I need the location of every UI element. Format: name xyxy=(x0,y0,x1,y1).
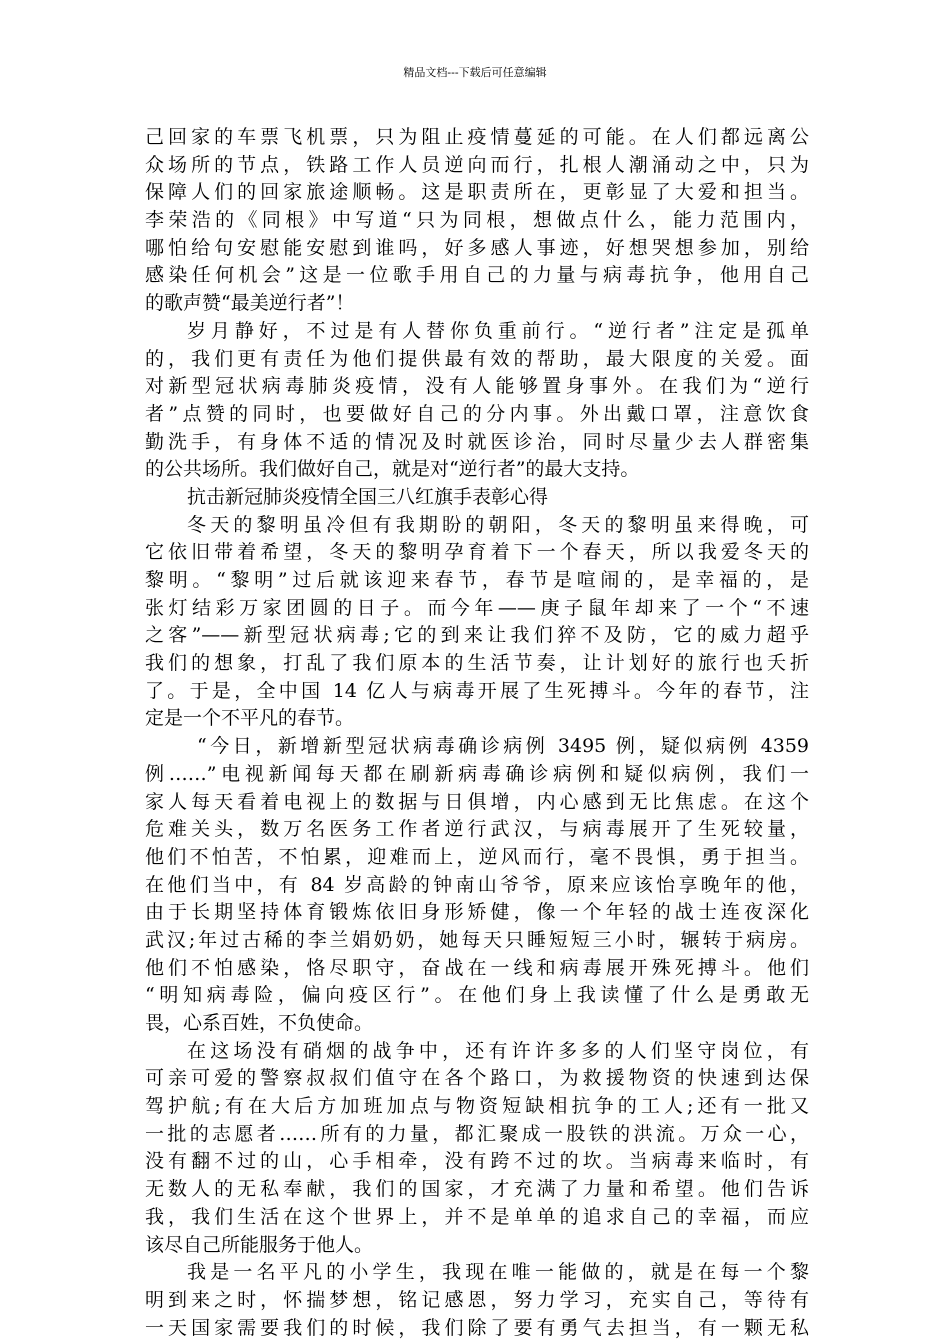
text-line: 的公共场所。我们做好自己，就是对“逆行者”的最大支持。 xyxy=(145,458,640,481)
text-line: 张灯结彩万家团圆的日子。而今年——庚子鼠年却来了一个“不速 xyxy=(145,596,809,619)
text-line: 我，我们生活在这个世界上，并不是单单的追求自己的幸福，而应 xyxy=(145,1205,809,1228)
section-title: 抗击新冠肺炎疫情全国三八红旗手表彰心得 xyxy=(187,485,549,508)
text-line: 驾护航;有在大后方加班加点与物资短缺相抗争的工人;还有一批又 xyxy=(145,1095,809,1118)
text-line: 者”点赞的同时，也要做好自己的分内事。外出戴口罩，注意饮食 xyxy=(145,402,809,425)
text-line: 己回家的车票飞机票，只为阻止疫情蔓延的可能。在人们都远离公 xyxy=(145,126,809,148)
text-line: 可亲可爱的警察叔叔们值守在各个路口，为救援物资的快速到达保 xyxy=(145,1067,809,1090)
text-line: 之客”——新型冠状病毒;它的到来让我们猝不及防，它的威力超乎 xyxy=(145,624,809,647)
text-line: 保障人们的回家旅途顺畅。这是职责所在，更彰显了大爱和担当。 xyxy=(145,181,809,204)
text-line: 一天国家需要我们的时候，我们除了要有勇气去担当，有一颗无私 xyxy=(145,1316,809,1339)
text-line: 他们不怕感染，恪尽职守，奋战在一线和病毒展开殊死搏斗。他们 xyxy=(145,956,809,979)
text-line: 没有翻不过的山，心手相牵，没有跨不过的坎。当病毒来临时，有 xyxy=(145,1150,809,1173)
text-line: 我是一名平凡的小学生，我现在唯一能做的，就是在每一个黎 xyxy=(187,1261,809,1284)
page-header: 精品文档---下载后可任意编辑 xyxy=(403,66,547,79)
text-line: 他们不怕苦，不怕累，迎难而上，逆风而行，毫不畏惧，勇于担当。 xyxy=(145,845,809,868)
text-line: 了。于是，全中国 14 亿人与病毒开展了生死搏斗。今年的春节，注 xyxy=(145,679,809,702)
text-line: 畏，心系百姓，不负使命。 xyxy=(145,1012,374,1034)
text-line: 的，我们更有责任为他们提供最有效的帮助，最大限度的关爱。面 xyxy=(145,347,809,370)
text-line: 危难关头，数万名医务工作者逆行武汉，与病毒展开了生死较量， xyxy=(145,818,809,841)
text-line: 明到来之时，怀揣梦想，铭记感恩，努力学习，充实自己，等待有 xyxy=(145,1288,809,1311)
text-line: 定是一个不平凡的春节。 xyxy=(145,707,355,730)
text-line: 哪怕给句安慰能安慰到谁吗，好多感人事迹，好想哭想参加，别给 xyxy=(145,236,809,259)
text-line: 它依旧带着希望，冬天的黎明孕育着下一个春天，所以我爱冬天的 xyxy=(145,541,809,564)
text-line: 武汉;年过古稀的李兰娟奶奶，她每天只睡短短三小时，辗转于病房。 xyxy=(145,928,809,951)
document-body xyxy=(145,124,809,1342)
text-line: 一批的志愿者……所有的力量，都汇聚成一股铁的洪流。万众一心， xyxy=(145,1122,809,1145)
text-line: 对新型冠状病毒肺炎疫情，没有人能够置身事外。在我们为“逆行 xyxy=(145,375,809,398)
text-line: 黎明。“黎明”过后就该迎来春节，春节是喧闹的，是幸福的，是 xyxy=(145,569,809,591)
text-line: 例……”电视新闻每天都在刷新病毒确诊病例和疑似病例，我们一 xyxy=(145,762,809,785)
text-line: 众场所的节点，铁路工作人员逆向而行，扎根人潮涌动之中，只为 xyxy=(145,153,809,176)
text-line: 李荣浩的《同根》中写道“只为同根，想做点什么，能力范围内， xyxy=(145,209,809,232)
text-line: 在这场没有硝烟的战争中，还有许许多多的人们坚守岗位，有 xyxy=(187,1039,809,1062)
text-line: 感染任何机会”这是一位歌手用自己的力量与病毒抗争，他用自己 xyxy=(145,264,809,287)
text-line: 冬天的黎明虽冷但有我期盼的朝阳，冬天的黎明虽来得晚，可 xyxy=(187,513,809,536)
text-line: 无数人的无私奉献，我们的国家，才充满了力量和希望。他们告诉 xyxy=(145,1178,809,1201)
text-line: 由于长期坚持体育锻炼依旧身形矫健，像一个年轻的战士连夜深化 xyxy=(145,901,809,924)
text-line: “今日，新增新型冠状病毒确诊病例 3495 例，疑似病例 4359 xyxy=(197,735,809,758)
text-line: 在他们当中，有 84 岁高龄的钟南山爷爷，原来应该怡享晚年的他， xyxy=(145,873,809,896)
text-line: 该尽自己所能服务于他人。 xyxy=(145,1233,374,1256)
text-line: “明知病毒险，偏向疫区行”。在他们身上我读懂了什么是勇敢无 xyxy=(145,984,809,1007)
text-line: 我们的想象，打乱了我们原本的生活节奏，让计划好的旅行也夭折 xyxy=(145,652,809,675)
text-line: 家人每天看着电视上的数据与日俱增，内心感到无比焦虑。在这个 xyxy=(145,790,809,813)
text-line: 的歌声赞“最美逆行者”！ xyxy=(145,292,355,315)
text-line: 岁月静好，不过是有人替你负重前行。“逆行者”注定是孤单 xyxy=(187,319,809,342)
text-line: 勤洗手，有身体不适的情况及时就医诊治，同时尽量少去人群密集 xyxy=(145,430,809,453)
